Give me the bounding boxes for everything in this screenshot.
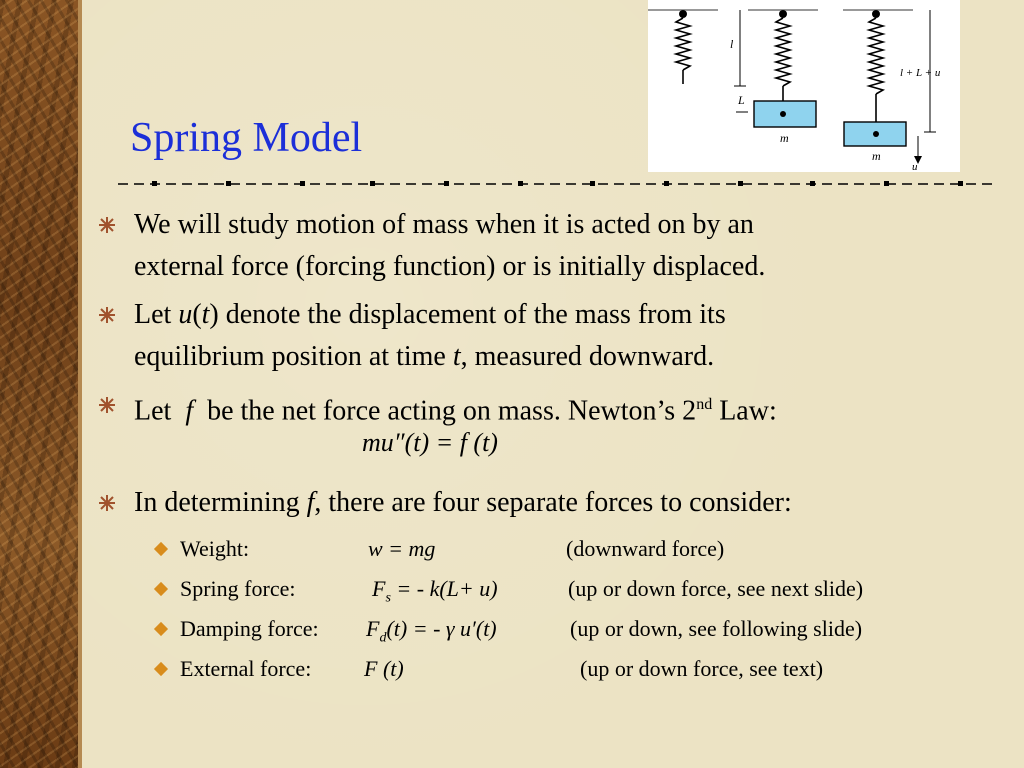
bullet-study-motion (134, 204, 954, 288)
asterisk-bullet-icon (98, 306, 116, 324)
label-m-2: m (872, 149, 881, 163)
pivot-icon (679, 10, 687, 18)
dashed-divider (118, 178, 992, 190)
bullet-2-line-1: Let u(t) denote the displacement of the mass from its (134, 299, 726, 330)
bullet-1-line-1: We will study motion of mass when it is acted on by an (134, 209, 754, 240)
bullet-displacement (134, 294, 954, 378)
bullet-2-line-2: equilibrium position at time t, measured downward. (134, 341, 715, 372)
label-m-1: m (780, 131, 789, 145)
bullet-4-line-1: In determining f, there are four separate forces to consider: (134, 487, 792, 518)
newton-equation: mu″(t) = f (t) (362, 428, 498, 457)
spring-diagram (648, 0, 960, 172)
label-l: l (730, 37, 734, 51)
slide-title: Spring Model (130, 115, 363, 161)
spring-mass-figure (648, 0, 960, 172)
asterisk-bullet-icon (98, 396, 116, 414)
bullet-1-line-2: external force (forcing function) or is initially displaced. (134, 251, 766, 282)
asterisk-bullet-icon (98, 216, 116, 234)
label-u: u (912, 161, 918, 172)
label-L: L (738, 93, 745, 107)
bullet-3-line-1: Let f be the net force acting on mass. Newton’s 2nd Law: (134, 395, 777, 427)
label-total: l + L + u (900, 67, 941, 79)
asterisk-bullet-icon (98, 494, 116, 512)
wood-texture-sidebar (0, 0, 79, 768)
bullet-newton-law (134, 384, 954, 432)
bullet-four-forces (134, 482, 974, 524)
